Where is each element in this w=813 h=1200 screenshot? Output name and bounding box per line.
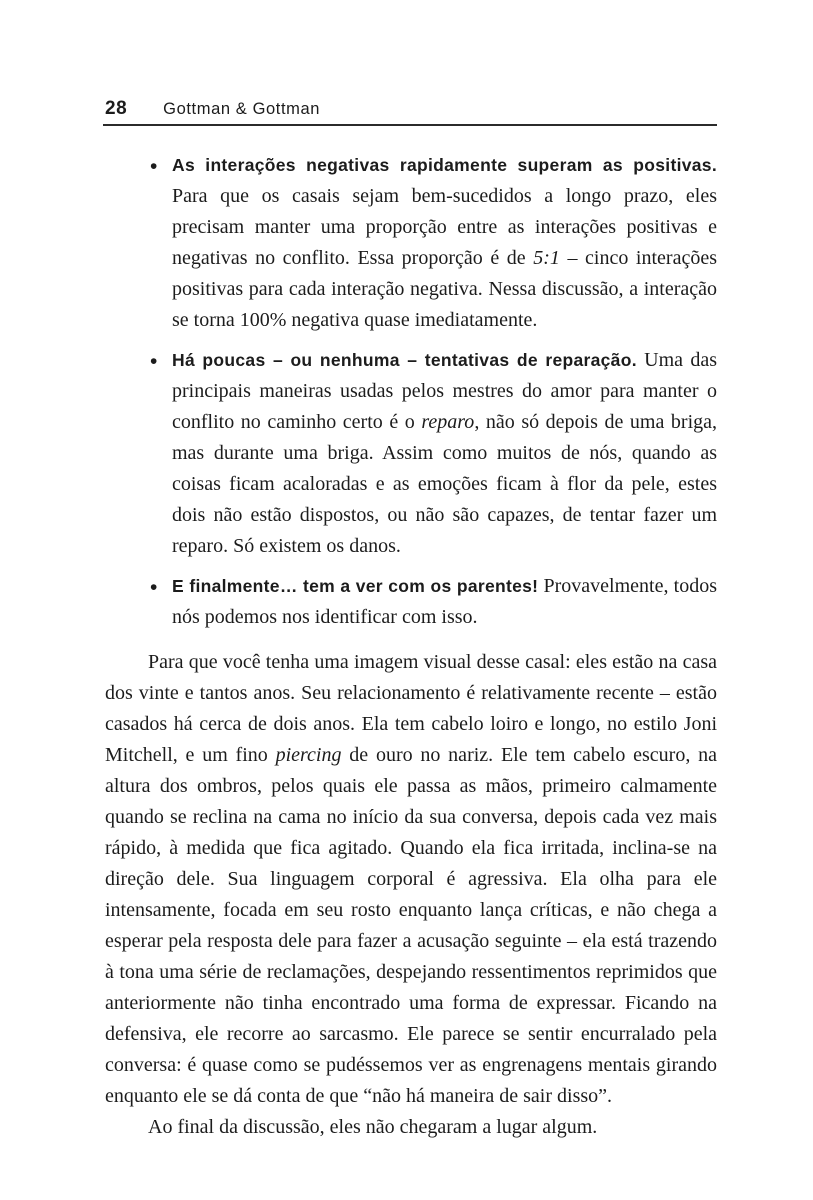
page-number: 28 bbox=[105, 98, 128, 119]
italic-term: 5:1 bbox=[533, 247, 560, 269]
bullet-paragraph bbox=[172, 345, 717, 562]
bullet-body-text: , não só depois de uma briga, mas durante uma briga. Assim como muitos de nós, quando as coisas ficam acaloradas e as emoções ficam à flor da pele, estes dois não estão dispostos, ou não são capazes, de tentar fazer um reparo. Só existem os danos. bbox=[172, 411, 718, 557]
bullet-body-text: Provavelmente, todos nós podemos nos identificar com isso. bbox=[172, 575, 717, 628]
paragraph-text: Para que você tenha uma imagem visual desse casal: eles estão na casa dos vinte e tantos anos. Seu relacionamento é relativamente recente – estão casados há cerca de dois anos. Ela tem cabelo loiro e longo, no estilo Joni Mitchell, e um fino bbox=[105, 651, 717, 766]
bullet-icon: • bbox=[150, 155, 158, 178]
bullet-paragraph bbox=[172, 150, 717, 336]
bullet-body-text: Uma das principais maneiras usadas pelos mestres do amor para manter o conflito no caminho certo é o bbox=[172, 349, 717, 433]
header-rule bbox=[103, 124, 717, 126]
italic-term: reparo bbox=[421, 411, 475, 433]
bullet-item-repair-attempts bbox=[105, 345, 717, 562]
paragraph-text: Ao final da discussão, eles não chegaram a lugar algum. bbox=[148, 1116, 598, 1138]
bullet-item-in-laws bbox=[105, 571, 717, 633]
bullet-list bbox=[105, 150, 717, 633]
bullet-icon: • bbox=[150, 576, 158, 599]
page-content bbox=[105, 150, 717, 1143]
bullet-lead: As interações negativas rapidamente superam as positivas. bbox=[172, 155, 717, 175]
body-paragraph-conclusion bbox=[105, 1112, 717, 1143]
running-head: Gottman & Gottman bbox=[163, 100, 321, 118]
bullet-lead: E finalmente… tem a ver com os parentes! bbox=[172, 576, 539, 596]
bullet-item-negative-interactions bbox=[105, 150, 717, 336]
page-header bbox=[105, 98, 717, 120]
italic-term: piercing bbox=[275, 744, 342, 766]
bullet-body-text: – cinco interações positivas para cada interação negativa. Nessa discussão, a interação se torna 100% negativa quase imediatamente. bbox=[172, 247, 717, 331]
paragraph-text: de ouro no nariz. Ele tem cabelo escuro, na altura dos ombros, pelos quais ele passa as mãos, primeiro calmamente quando se reclina na cama no início da sua conversa, depois cada vez mais rápido, à medida que fica agitado. Quando ela fica irritada, inclina-se na direção dele. Sua linguagem corporal é agressiva. Ela olha para ele intensamente, focada em seu rosto enquanto lança críticas, e não chega a esperar pela resposta dele para fazer a acusação seguinte – ela está trazendo à tona uma série de reclamações, despejando ressentimentos reprimidos que anteriormente não tinha encontrado uma forma de expressar. Ficando na defensiva, ele recorre ao sarcasmo. Ele parece se sentir encurralado pela conversa: é quase como se pudéssemos ver as engrenagens mentais girando enquanto ele se dá conta de que “não há maneira de sair disso”. bbox=[105, 744, 717, 1107]
bullet-icon: • bbox=[150, 350, 158, 373]
body-paragraph-couple-description bbox=[105, 647, 717, 1112]
bullet-lead: Há poucas – ou nenhuma – tentativas de reparação. bbox=[172, 350, 637, 370]
bullet-body-text: Para que os casais sejam bem-sucedidos a longo prazo, eles precisam manter uma proporção entre as interações positivas e negativas no conflito. Essa proporção é de bbox=[172, 185, 717, 269]
bullet-paragraph bbox=[172, 571, 717, 633]
